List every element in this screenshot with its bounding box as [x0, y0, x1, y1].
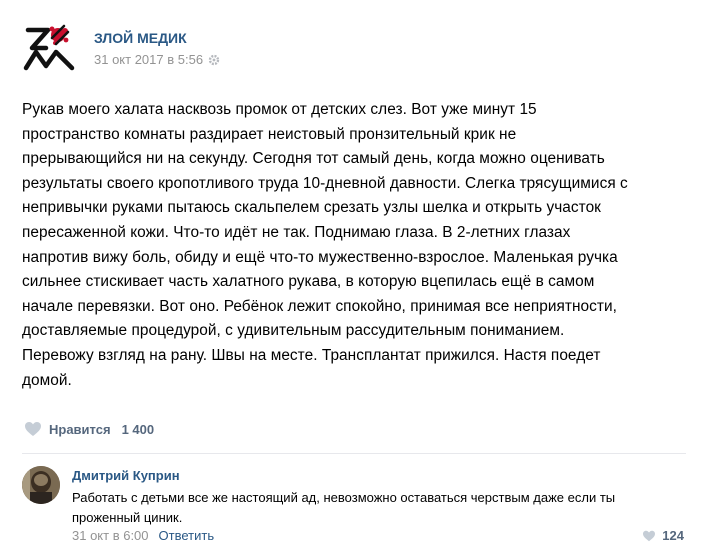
post-text-line: результаты своего кропотливого труда 10-дневной давности. Слегка трясущимися с	[22, 174, 628, 192]
post-text-line: доставляемые процедурой, с удивительным рассудительным пониманием.	[22, 322, 565, 340]
comment-date[interactable]: 31 окт в 6:00	[72, 528, 149, 543]
post-text-line: непривычки руками пытаюсь скальпелем срезать узлы шелка и открыть участок	[22, 199, 601, 217]
heart-icon	[24, 421, 42, 437]
post-text-line: Рукав моего халата насквозь промок от детских слез. Вот уже минут 15	[22, 101, 537, 118]
like-count: 1 400	[121, 421, 155, 437]
zm-logo-icon[interactable]	[22, 22, 76, 74]
post-text-line: пересаженной кожи. Что-то идёт не так. Поднимаю глаза. В 2-летних глазах	[22, 223, 571, 241]
divider	[22, 453, 686, 454]
comment-like-button[interactable]	[642, 528, 684, 543]
comment-meta	[72, 528, 214, 543]
like-button[interactable]	[24, 419, 154, 439]
post-date-row	[94, 52, 220, 67]
comment-like-count: 124	[662, 528, 684, 543]
post-text-line: сильнее стискивает часть халатного рукава, в которую вцепилась ещё в самом	[22, 273, 595, 291]
heart-icon	[642, 530, 656, 542]
comment	[22, 466, 690, 546]
comment-author[interactable]: Дмитрий Куприн	[72, 468, 180, 483]
avatar[interactable]	[22, 466, 60, 504]
reply-button[interactable]: Ответить	[158, 528, 215, 543]
post-text-line: напротив вижу боль, обиду и ещё что-то мужественно-взрослое. Маленькая ручка	[22, 248, 618, 266]
post-text-line: пространство комнаты раздирает неистовый пронзительный крик не	[22, 125, 517, 143]
post-date[interactable]: 31 окт 2017 в 5:56	[94, 52, 204, 67]
post-header	[22, 22, 682, 74]
post-text-line: Перевожу взгляд на рану. Швы на месте. Трансплантат прижился. Настя поедет	[22, 346, 601, 364]
post-text-line: начале перевязки. Вот оно. Ребёнок лежит спокойно, принимая все неприятности,	[22, 297, 617, 315]
gear-icon[interactable]	[208, 54, 220, 66]
like-label: Нравится	[49, 421, 111, 437]
comment-text: Работать с детьми все же настоящий ад, невозможно оставаться черствым даже если ты проженный циник.	[72, 490, 616, 525]
post-text-line: домой.	[22, 371, 72, 389]
post-text	[22, 98, 672, 393]
post-text-line: прерывающийся ни на секунду. Сегодня тот самый день, когда можно оценивать	[22, 150, 605, 168]
post-author[interactable]: ЗЛОЙ МЕДИК	[94, 30, 187, 46]
